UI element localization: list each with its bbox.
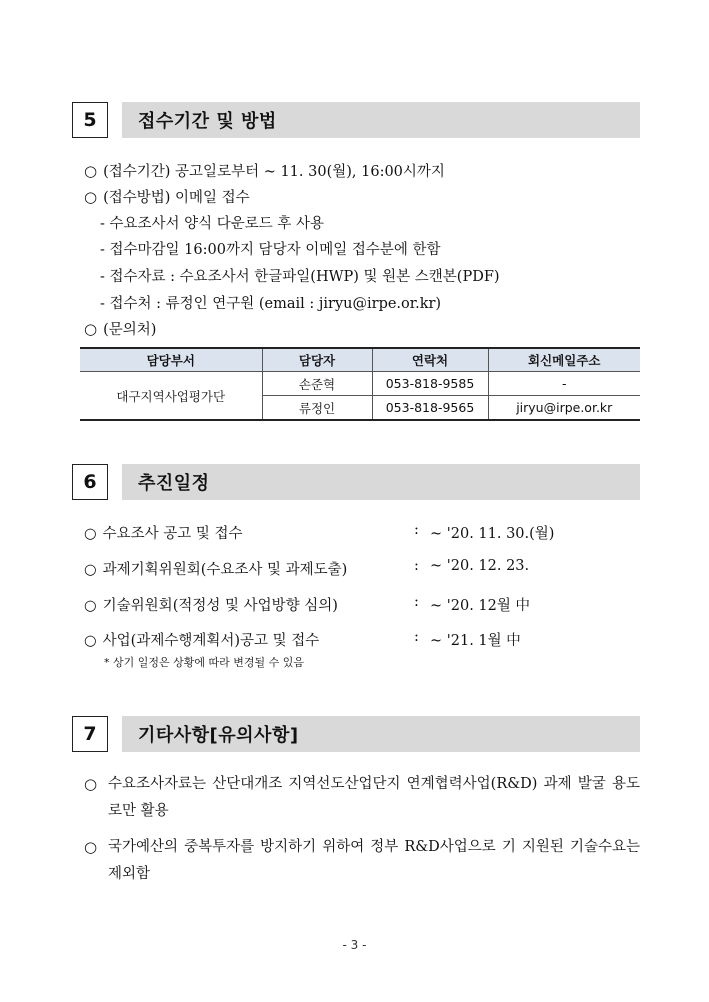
section-number: 5 [72, 102, 108, 138]
schedule-label: 과제기획위원회(수요조사 및 과제도출) [102, 562, 348, 578]
section-header-5 [72, 102, 640, 138]
person-cell: 류정인 [262, 396, 372, 421]
note-text: 수요조사자료는 산단대개조 지역선도산업단지 연계협력사업(R&D) 과제 발굴 용도로만 활용 [108, 776, 640, 819]
inquiry-text: (문의처) [103, 322, 157, 338]
table-header-row [80, 348, 640, 372]
note-paragraph [84, 771, 640, 825]
method-line [84, 186, 250, 207]
page-number: - 3 - [342, 938, 367, 952]
method-item: - 접수마감일 16:00까지 담당자 이메일 접수분에 한함 [100, 242, 441, 258]
schedule-item [84, 522, 555, 543]
circle-bullet: ○ [84, 188, 98, 206]
circle-bullet: ○ [84, 775, 98, 793]
schedule-separator: : [414, 629, 419, 645]
email-cell: - [488, 372, 640, 396]
schedule-separator: : [414, 522, 419, 538]
header-phone: 연락처 [372, 348, 488, 372]
schedule-label: 사업(과제수행계획서)공고 및 접수 [102, 633, 320, 649]
method-item: - 접수처 : 류정인 연구원 (email : jiryu@irpe.or.kr) [100, 296, 442, 312]
phone-cell: 053-818-9565 [372, 396, 488, 421]
period-line [84, 160, 445, 181]
header-department: 담당부서 [80, 348, 262, 372]
schedule-item [84, 558, 530, 579]
email-cell[interactable]: jiryu@irpe.or.kr [488, 396, 640, 421]
section-title: 추진일정 [122, 464, 640, 500]
contact-table [80, 347, 640, 421]
schedule-date: ~ '20. 12월 中 [430, 598, 530, 614]
section-title: 접수기간 및 방법 [122, 102, 640, 138]
schedule-item [84, 594, 530, 615]
header-person: 담당자 [262, 348, 372, 372]
inquiry-line [84, 318, 156, 339]
circle-bullet: ○ [84, 562, 97, 578]
schedule-separator: : [414, 594, 419, 610]
schedule-label: 수요조사 공고 및 접수 [102, 526, 243, 542]
method-item: - 접수자료 : 수요조사서 한글파일(HWP) 및 원본 스캔본(PDF) [100, 269, 500, 285]
note-paragraph [84, 834, 640, 888]
schedule-date: ~ '20. 12. 23. [430, 558, 530, 574]
circle-bullet: ○ [84, 598, 97, 614]
section-header-7 [72, 716, 640, 752]
method-text: (접수방법) 이메일 접수 [103, 190, 250, 206]
method-item: - 수요조사서 양식 다운로드 후 사용 [100, 216, 325, 232]
section-number: 7 [72, 716, 108, 752]
department-cell: 대구지역사업평가단 [80, 372, 262, 421]
schedule-date: ~ '21. 1월 中 [430, 633, 521, 649]
schedule-label: 기술위원회(적정성 및 사업방향 심의) [102, 598, 338, 614]
schedule-date: ~ '20. 11. 30.(월) [430, 526, 555, 542]
circle-bullet: ○ [84, 320, 98, 338]
circle-bullet: ○ [84, 838, 98, 856]
note-text: 국가예산의 중복투자를 방지하기 위하여 정부 R&D사업으로 기 지원된 기술수요는 제외함 [108, 839, 640, 882]
schedule-item [84, 629, 521, 650]
circle-bullet: ○ [84, 526, 97, 542]
schedule-note: * 상기 일정은 상황에 따라 변경될 수 있음 [104, 656, 304, 669]
section-title: 기타사항[유의사항] [122, 716, 640, 752]
section-number: 6 [72, 464, 108, 500]
phone-cell: 053-818-9585 [372, 372, 488, 396]
header-email: 회신메일주소 [488, 348, 640, 372]
table-row [80, 372, 640, 396]
circle-bullet: ○ [84, 162, 98, 180]
section-header-6 [72, 464, 640, 500]
period-text: (접수기간) 공고일로부터 ~ 11. 30(월), 16:00시까지 [103, 164, 445, 180]
circle-bullet: ○ [84, 633, 97, 649]
schedule-separator: : [414, 558, 419, 574]
person-cell: 손준혁 [262, 372, 372, 396]
